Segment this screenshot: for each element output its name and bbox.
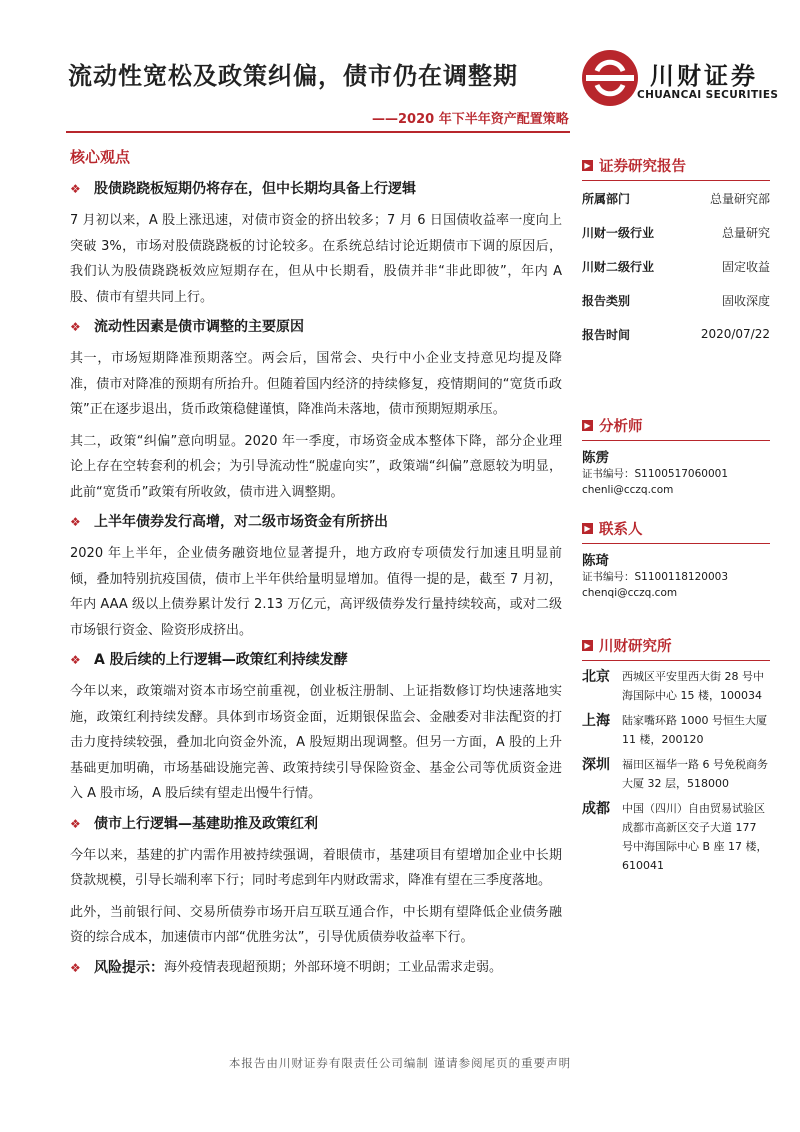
page-footer: 本报告由川财证券有限责任公司编制 谨请参阅尾页的重要声明: [228, 1056, 572, 1070]
info-row: 报告时间 2020/07/22: [582, 327, 770, 342]
office-beijing: 北京 西城区平安里西大街 28 号中海国际中心 15 楼，100034: [582, 669, 764, 702]
office-shanghai: 上海 陆家嘴环路 1000 号恒生大厦 11 楼，200120: [582, 713, 767, 746]
arrow-bullet-icon: ▶: [582, 420, 593, 431]
section-heading: A 股后续的上行逻辑—政策红利持续发酵: [94, 652, 348, 668]
analyst-cert: 证书编号：S1100517060001: [582, 468, 729, 480]
panel-divider: [582, 543, 770, 544]
section-3: [70, 512, 562, 643]
contact-email[interactable]: chenqi@cczq.com: [582, 587, 678, 599]
section-paragraph: 其二，政策“纠偏”意向明显。2020 年一季度，市场资金成本整体下降，部分企业理论上存在空转套利的机会；为引导流动性“脱虚向实”，政策端“纠偏”意愿较为明显，此前“宽货币”政策有所收敛，债市进入调整期。: [70, 433, 562, 500]
diamond-bullet-icon: ❖: [70, 320, 81, 334]
section-2: [70, 317, 562, 505]
section-1: [70, 179, 562, 310]
section-paragraph: 今年以来，政策端对资本市场空前重视，创业板注册制、上证指数修订均快速落地实施，政策红利持续发酵。具体到市场资金面，近期银保监会、金融委对非法配资的打击力度持续较强，叠加北向资金外流，A 股短期出现调整。但另一方面，A 股的上升基础更加明确，市场基础设施完善、政策持续引导保险资金、基金公司等优质资金进入 A 股市场，A 股后续有望走出慢牛行情。: [70, 684, 562, 801]
info-row: 所属部门 总量研究部: [582, 191, 770, 206]
section-heading: 股债跷跷板短期仍将存在，但中长期均具备上行逻辑: [94, 181, 416, 197]
brand-name-en: CHUANCAI SECURITIES: [637, 89, 779, 101]
diamond-bullet-icon: ❖: [70, 960, 81, 975]
section-paragraph: 7 月初以来，A 股上涨迅速，对债市资金的挤出较多；7 月 6 日国债收益率一度向上突破 3%，市场对股债跷跷板的讨论较多。在系统总结讨论近期债市下调的原因后，我们认为股债跷跷板效应短期存在，但从中长期看，股债并非“非此即彼”，年内 A 股、债市有望共同上行。: [70, 213, 562, 305]
core-views-label: 核心观点: [70, 148, 131, 166]
chuancai-logo-icon: [580, 48, 640, 108]
section-paragraph: 今年以来，基建的扩内需作用被持续强调，着眼债市，基建项目有望增加企业中长期贷款规模，引导长端利率下行；同时考虑到年内财政需求，降准有望在三季度落地。: [70, 847, 562, 888]
analyst-heading: 分析师: [599, 419, 643, 435]
section-paragraph: 其一，市场短期降准预期落空。两会后，国常会、央行中小企业支持意见均提及降准，债市对降准的预期有所抬升。但随着国内经济的持续修复，疫情期间的“宽货币政策”正在逐步退出，货币政策稳健谨慎，降准尚未落地，债市预期短期承压。: [70, 351, 562, 417]
analyst-email[interactable]: chenli@cczq.com: [582, 484, 674, 496]
report-subtitle: ——2020 年下半年资产配置策略: [372, 112, 569, 127]
risk-label: 风险提示：: [94, 959, 164, 976]
info-row: 报告类别 固收深度: [582, 293, 770, 308]
section-heading: 流动性因素是债市调整的主要原因: [94, 319, 304, 335]
diamond-bullet-icon: ❖: [70, 816, 81, 831]
institute-panel: [582, 635, 770, 875]
contact-heading: 联系人: [599, 522, 643, 538]
risk-text: 海外疫情表现超预期；外部环境不明朗；工业品需求走弱。: [164, 959, 503, 975]
arrow-bullet-icon: ▶: [582, 640, 593, 651]
section-4: [70, 650, 562, 807]
office-chengdu: 成都 中国（四川）自由贸易试验区成都市高新区交子大道 177 号中海国际中心 B 座 17 楼，610041: [582, 801, 768, 872]
panel-divider: [582, 440, 770, 441]
diamond-bullet-icon: ❖: [70, 182, 81, 196]
section-heading: 债市上行逻辑—基建助推及政策红利: [94, 815, 318, 832]
main-content: [70, 172, 562, 979]
section-heading: 上半年债券发行高增，对二级市场资金有所挤出: [94, 514, 388, 530]
section-paragraph: 2020 年上半年，企业债务融资地位显著提升，地方政府专项债发行加速且明显前倾，叠加特别抗疫国债，债市上半年供给量明显增加。值得一提的是，截至 7 月初，年内 AAA 级以上债券累计发行 2.13 万亿元，高评级债券发行量持续较高，或对二级市场银行资金、险资形成挤出。: [70, 546, 562, 638]
report-title: 流动性宽松及政策纠偏，债市仍在调整期: [68, 62, 518, 90]
contact-cert: 证书编号：S1100118120003: [582, 571, 729, 583]
section-5: [70, 814, 562, 951]
report-info-panel: [582, 155, 770, 351]
institute-heading: 川财研究所: [599, 639, 672, 655]
analyst-panel: [582, 415, 770, 498]
header-divider: [66, 131, 570, 133]
panel-divider: [582, 660, 770, 661]
section-paragraph: 此外，当前银行间、交易所债券市场开启互联互通合作，中长期有望降低企业债务融资的综合成本，加速债市内部“优胜劣汰”，引导优质债券收益率下行。: [70, 904, 562, 945]
analyst-name: 陈雳: [582, 450, 609, 466]
diamond-bullet-icon: ❖: [70, 515, 81, 529]
diamond-bullet-icon: ❖: [70, 653, 81, 667]
risk-warning: [70, 957, 562, 979]
contact-panel: [582, 518, 770, 601]
brand-name-cn: 川财证券: [650, 62, 758, 90]
info-row: 川财一级行业 总量研究: [582, 225, 770, 240]
office-shenzhen: 深圳 福田区福华一路 6 号免税商务大厦 32 层，518000: [582, 757, 768, 790]
contact-name: 陈琦: [582, 553, 609, 569]
info-row: 川财二级行业 固定收益: [582, 259, 770, 274]
arrow-bullet-icon: ▶: [582, 523, 593, 534]
arrow-bullet-icon: ▶: [582, 160, 593, 171]
report-info-heading: 证券研究报告: [599, 159, 686, 175]
